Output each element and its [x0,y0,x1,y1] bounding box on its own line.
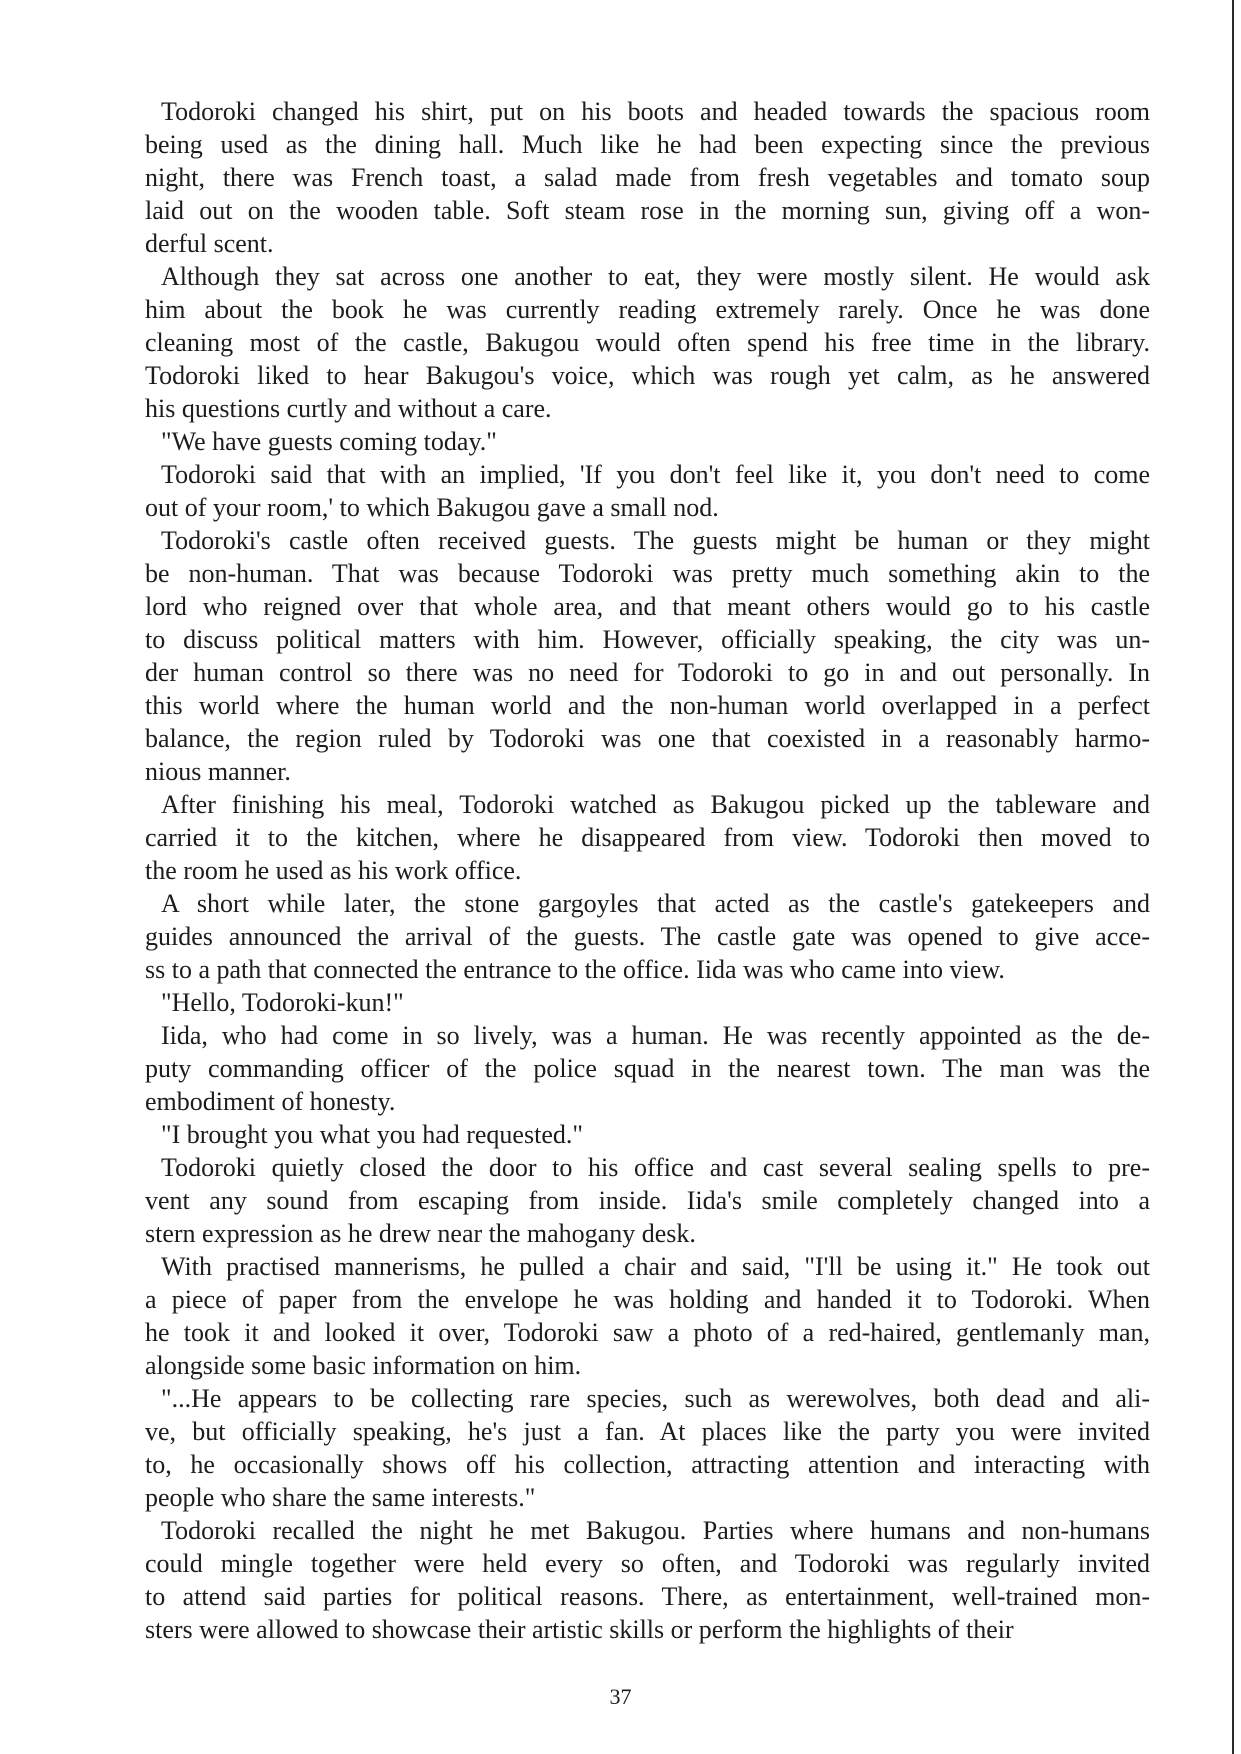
text-line: to attend said parties for political reasons. There, as entertainment, well-trained mon- [145,1582,1150,1611]
text-line: people who share the same interests." [145,1483,536,1512]
text-line: to discuss political matters with him. However, officially speaking, the city was un- [145,625,1150,654]
text-line: sters were allowed to showcase their artistic skills or perform the highlights of their [145,1615,1014,1644]
paragraph [145,425,1150,458]
text-line: out of your room,' to which Bakugou gave a small nod. [145,493,719,522]
paragraph [145,524,1150,788]
text-line: ss to a path that connected the entrance to the office. Iida was who came into view. [145,955,1005,984]
text-line: lord who reigned over that whole area, and that meant others would go to his castle [145,592,1150,621]
paragraph [145,1250,1150,1382]
text-line: stern expression as he drew near the mahogany desk. [145,1219,696,1248]
text-line: laid out on the wooden table. Soft steam rose in the morning sun, giving off a won- [145,196,1150,225]
text-line: "...He appears to be collecting rare species, such as werewolves, both dead and ali- [161,1384,1150,1413]
text-line: A short while later, the stone gargoyles that acted as the castle's gatekeepers and [161,889,1150,918]
text-line: night, there was French toast, a salad made from fresh vegetables and tomato soup [145,163,1150,192]
paragraph [145,1019,1150,1118]
text-line: derful scent. [145,229,274,258]
text-line: "We have guests coming today." [161,427,497,456]
text-line: could mingle together were held every so often, and Todoroki was regularly invited [145,1549,1150,1578]
paragraph [145,1514,1150,1646]
text-line: der human control so there was no need for Todoroki to go in and out personally. In [145,658,1150,687]
text-line: him about the book he was currently reading extremely rarely. Once he was done [145,295,1150,324]
text-line: Todoroki recalled the night he met Bakugou. Parties where humans and non-humans [161,1516,1150,1545]
text-line: to, he occasionally shows off his collection, attracting attention and interacting with [145,1450,1150,1479]
paragraph [145,458,1150,524]
text-line: the room he used as his work office. [145,856,522,885]
paragraph [145,1151,1150,1250]
text-line: After finishing his meal, Todoroki watched as Bakugou picked up the tableware and [161,790,1150,819]
text-line: his questions curtly and without a care. [145,394,552,423]
text-line: guides announced the arrival of the guests. The castle gate was opened to give acce- [145,922,1150,951]
text-line: he took it and looked it over, Todoroki saw a photo of a red-haired, gentlemanly man, [145,1318,1150,1347]
paragraph [145,1382,1150,1514]
text-line: this world where the human world and the non-human world overlapped in a perfect [145,691,1150,720]
paragraph [145,95,1150,260]
text-line: nious manner. [145,757,291,786]
text-line: "Hello, Todoroki-kun!" [161,988,404,1017]
text-line: With practised mannerisms, he pulled a chair and said, "I'll be using it." He took out [161,1252,1150,1281]
text-line: Although they sat across one another to eat, they were mostly silent. He would ask [161,262,1150,291]
paragraph [145,1118,1150,1151]
page-edge-line [1232,0,1234,1754]
text-line: ve, but officially speaking, he's just a fan. At places like the party you were invited [145,1417,1150,1446]
text-line: embodiment of honesty. [145,1087,396,1116]
text-line: Iida, who had come in so lively, was a human. He was recently appointed as the de- [161,1021,1150,1050]
text-line: "I brought you what you had requested." [161,1120,583,1149]
text-line: Todoroki liked to hear Bakugou's voice, which was rough yet calm, as he answered [145,361,1150,390]
text-line: Todoroki's castle often received guests. The guests might be human or they might [161,526,1150,555]
text-line: cleaning most of the castle, Bakugou would often spend his free time in the library. [145,328,1150,357]
body-text [145,95,1150,1646]
text-line: balance, the region ruled by Todoroki was one that coexisted in a reasonably harmo- [145,724,1150,753]
text-line: Todoroki said that with an implied, 'If you don't feel like it, you don't need to come [161,460,1150,489]
text-line: vent any sound from escaping from inside. Iida's smile completely changed into a [145,1186,1150,1215]
text-line: be non-human. That was because Todoroki was pretty much something akin to the [145,559,1150,588]
text-line: alongside some basic information on him. [145,1351,582,1380]
page-number: 37 [609,1684,632,1709]
text-line: being used as the dining hall. Much like he had been expecting since the previous [145,130,1150,159]
text-line: Todoroki quietly closed the door to his office and cast several sealing spells to pre- [161,1153,1150,1182]
paragraph [145,986,1150,1019]
paragraph [145,788,1150,887]
paragraph [145,260,1150,425]
text-line: Todoroki changed his shirt, put on his boots and headed towards the spacious room [161,97,1150,126]
text-line: carried it to the kitchen, where he disappeared from view. Todoroki then moved to [145,823,1150,852]
text-line: a piece of paper from the envelope he was holding and handed it to Todoroki. When [145,1285,1150,1314]
paragraph [145,887,1150,986]
text-line: puty commanding officer of the police squad in the nearest town. The man was the [145,1054,1150,1083]
